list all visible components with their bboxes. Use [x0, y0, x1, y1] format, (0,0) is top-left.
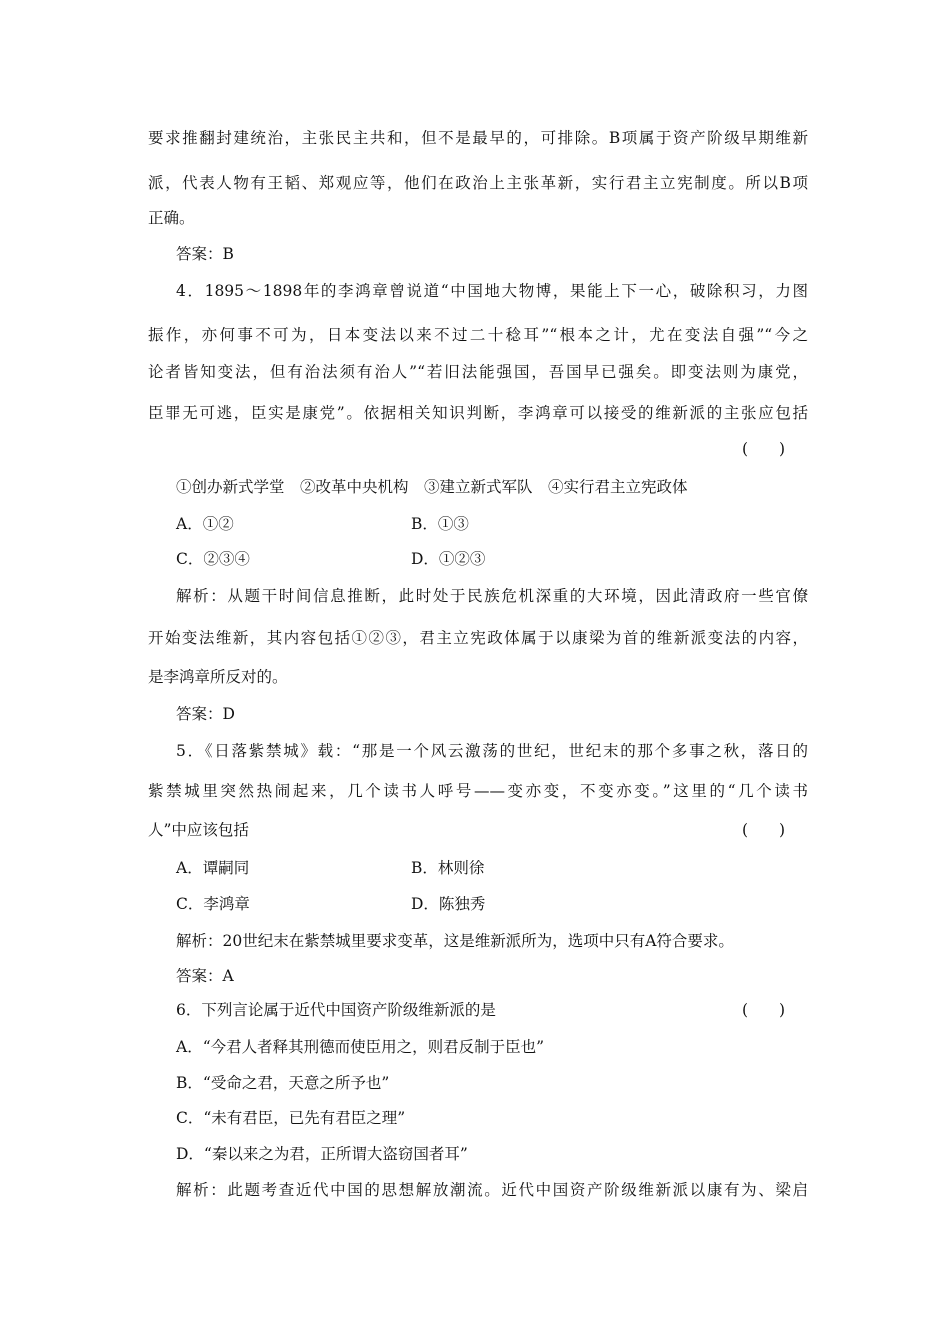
text-line: 派，代表人物有王韬、郑观应等，他们在政治上主张革新，实行君主立宪制度。所以B项: [148, 174, 808, 192]
option-b: B．“受命之君，天意之所予也”: [176, 1074, 390, 1092]
question-4-stem: 4．1895～1898年的李鸿章曾说道“中国地大物博，果能上下一心，破除积习，力图: [176, 282, 808, 300]
option-c: C．②③④: [176, 550, 250, 568]
question-6-stem: 6．下列言论属于近代中国资产阶级维新派的是: [176, 1001, 496, 1019]
question-4-items: ①创办新式学堂 ②改革中央机构 ③建立新式军队 ④实行君主立宪政体: [176, 478, 688, 496]
answer-bracket: ( ): [742, 1001, 786, 1019]
option-b: B．①③: [411, 515, 469, 533]
text-line: 要求推翻封建统治，主张民主共和，但不是最早的，可排除。B项属于资产阶级早期维新: [148, 129, 808, 147]
option-d: D．①②③: [411, 550, 486, 568]
option-a: A．谭嗣同: [176, 859, 250, 877]
option-c: C．李鸿章: [176, 895, 250, 913]
option-a: A．“今君人者释其刑德而使臣用之，则君反制于臣也”: [176, 1038, 545, 1056]
answer-bracket: ( ): [742, 440, 786, 458]
question-5-stem: 紫禁城里突然热闹起来，几个读书人呼号——变亦变，不变亦变。”这里的“几个读书: [148, 782, 808, 800]
answer-line: 答案：D: [176, 705, 235, 723]
question-4-stem: 臣罪无可逃，臣实是康党”。依据相关知识判断，李鸿章可以接受的维新派的主张应包括: [148, 404, 808, 422]
answer-line: 答案：A: [176, 967, 234, 985]
question-5-stem: 5．《日落紫禁城》载：“那是一个风云激荡的世纪，世纪末的那个多事之秋，落日的: [176, 742, 808, 760]
answer-line: 答案：B: [176, 245, 234, 263]
option-d: D．陈独秀: [411, 895, 486, 913]
question-5-stem: 人”中应该包括: [148, 821, 249, 839]
explanation-line: 开始变法维新，其内容包括①②③，君主立宪政体属于以康梁为首的维新派变法的内容，: [148, 629, 808, 647]
explanation-line: 是李鸿章所反对的。: [148, 668, 288, 686]
option-b: B．林则徐: [411, 859, 485, 877]
option-c: C．“未有君臣，已先有君臣之理”: [176, 1109, 406, 1127]
explanation-line: 解析：此题考查近代中国的思想解放潮流。近代中国资产阶级维新派以康有为、梁启: [176, 1181, 808, 1199]
explanation-line: 解析：从题干时间信息推断，此时处于民族危机深重的大环境，因此清政府一些官僚: [176, 587, 808, 605]
option-d: D．“秦以来之为君，正所谓大盗窃国者耳”: [176, 1145, 468, 1163]
answer-bracket: ( ): [742, 821, 786, 839]
text-line: 正确。: [148, 209, 195, 227]
option-a: A．①②: [176, 515, 234, 533]
question-4-stem: 振作，亦何事不可为，日本变法以来不过二十稔耳”“根本之计，尤在变法自强”“今之: [148, 326, 808, 344]
question-4-stem: 论者皆知变法，但有治法须有治人”“若旧法能强国，吾国早已强矣。即变法则为康党，: [148, 363, 808, 381]
explanation-line: 解析：20世纪末在紫禁城里要求变革，这是维新派所为，选项中只有A符合要求。: [176, 932, 734, 950]
